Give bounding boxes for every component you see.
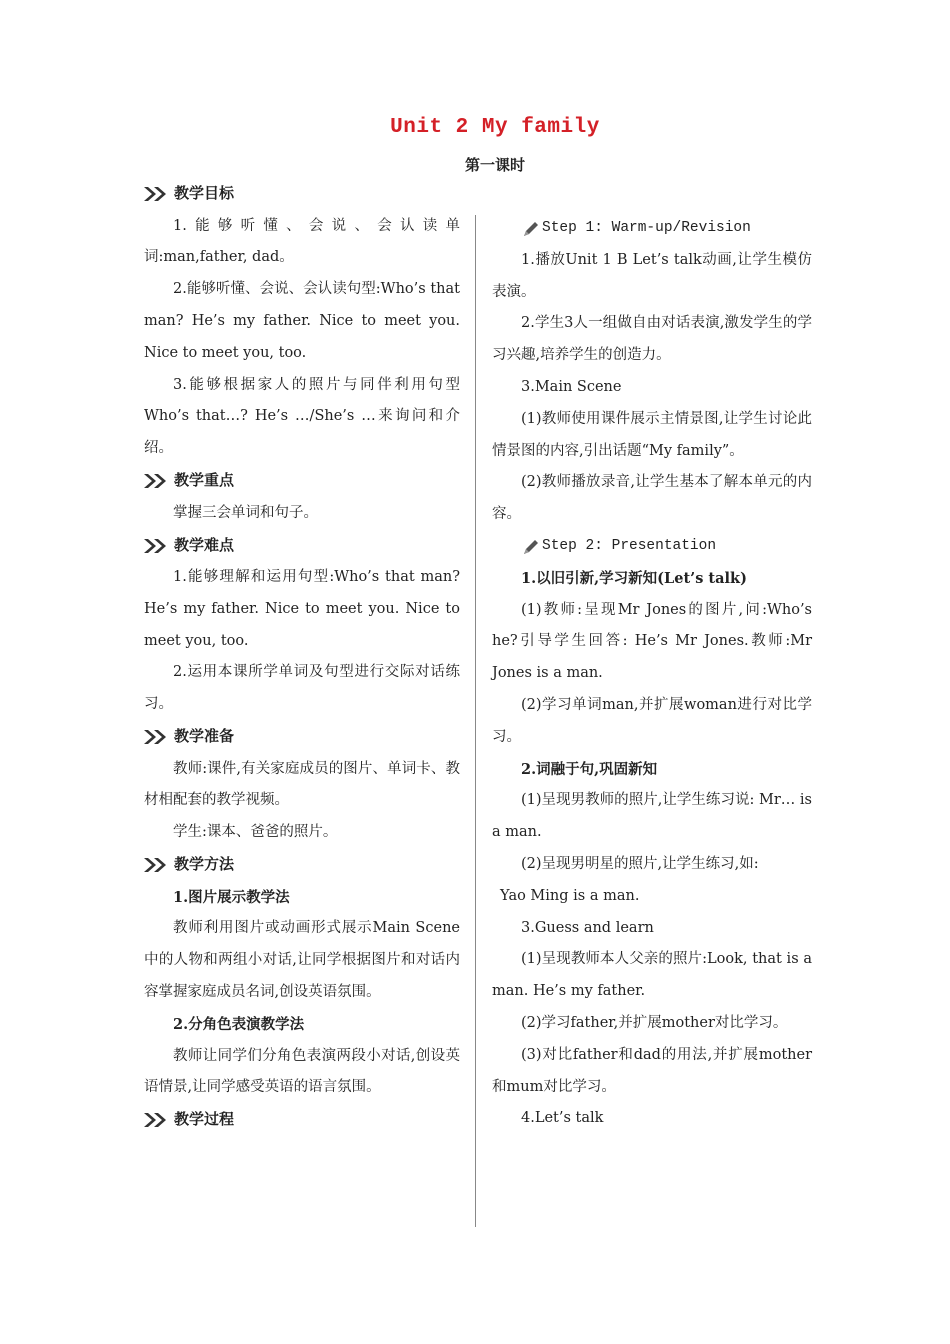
section-heading-prep: [142, 721, 460, 754]
column-divider: [475, 215, 476, 1227]
sub-heading: 1.以旧引新,学习新知(Let’s talk): [521, 569, 747, 587]
double-chevron-icon: [142, 729, 168, 745]
double-chevron-icon: [142, 538, 168, 554]
section-heading-label: 教学方法: [174, 855, 235, 874]
sub-heading: 2.词融于句,巩固新知: [521, 760, 658, 778]
step-paragraph: 2.学生3人一组做自由对话表演,激发学生的学习兴趣,培养学生的创造力。: [492, 315, 812, 364]
step-label: Step 1: Warm-up/Revision: [542, 220, 751, 236]
step-paragraph: 4.Let’s talk: [521, 1110, 604, 1127]
difficult-point: 2.运用本课所学单词及句型进行交际对话练习。: [144, 664, 460, 713]
step-paragraph: (1)教师使用课件展示主情景图,让学生讨论此情景图的内容,引出话题“My family”。: [492, 410, 812, 459]
double-chevron-icon: [142, 1112, 168, 1128]
section-heading-method: [142, 849, 460, 882]
goal-item: 3.能够根据家人的照片与同伴利用句型Who’s that…? He’s …/She’s …来询问和介绍。: [144, 376, 460, 457]
step-paragraph: (2)学习father,并扩展mother对比学习。: [521, 1014, 788, 1031]
step-paragraph: (2)教师播放录音,让学生基本了解本单元的内容。: [492, 474, 812, 523]
section-heading-label: 教学过程: [174, 1110, 235, 1129]
method-text: 教师利用图片或动画形式展示Main Scene 中的人物和两组小对话,让同学根据图片和对话内容掌握家庭成员名词,创设英语氛围。: [144, 920, 460, 1000]
step-paragraph: Yao Ming is a man.: [500, 887, 640, 904]
goal-item: 1.能够听懂、会说、会认读单词:man,father, dad。: [144, 217, 460, 266]
method-text: 教师让同学们分角色表演两段小对话,创设英语情景,让同学感受英语的语言氛围。: [144, 1047, 460, 1096]
method-title: 1.图片展示教学法: [173, 888, 290, 906]
right-column: [492, 213, 812, 1135]
step-paragraph: 1.播放Unit 1 B Let’s talk动画,让学生模仿表演。: [492, 251, 812, 300]
step-paragraph: (2)学习单词man,并扩展woman进行对比学习。: [492, 696, 812, 745]
section-heading-label: 教学目标: [174, 184, 235, 203]
section-heading-label: 教学准备: [174, 727, 235, 746]
step-heading-1: [522, 213, 812, 245]
difficult-point: 1.能够理解和运用句型:Who’s that man? He’s my father. Nice to meet you. Nice to meet you, too.: [144, 568, 460, 649]
goal-item: 2.能够听懂、会说、会认读句型:Who’s that man? He’s my father. Nice to meet you. Nice to meet you, too.: [144, 281, 460, 361]
step-paragraph: 3.Main Scene: [521, 378, 622, 395]
step-paragraph: (1)呈现教师本人父亲的照片:Look, that is a man. He’s my father.: [492, 951, 812, 1000]
pen-icon: [522, 220, 540, 238]
section-heading-difficult: [142, 529, 460, 562]
key-point: 掌握三会单词和句子。: [173, 504, 318, 521]
step-heading-2: [522, 531, 812, 563]
prep-item: 教师:课件,有关家庭成员的图片、单词卡、教材相配套的教学视频。: [144, 760, 460, 809]
step-paragraph: 3.Guess and learn: [521, 919, 654, 936]
double-chevron-icon: [142, 186, 168, 202]
section-heading-key: [142, 465, 460, 498]
pen-icon: [522, 538, 540, 556]
method-title: 2.分角色表演教学法: [173, 1015, 305, 1033]
lesson-subtitle: 第一课时: [464, 156, 525, 174]
step-paragraph: (2)呈现男明星的照片,让学生练习,如:: [521, 855, 759, 872]
double-chevron-icon: [142, 473, 168, 489]
section-heading-label: 教学重点: [174, 471, 235, 490]
step-paragraph: (1)呈现男教师的照片,让学生练习说: Mr… is a man.: [492, 792, 812, 841]
section-heading-process: [142, 1104, 460, 1137]
double-chevron-icon: [142, 857, 168, 873]
section-heading-label: 教学难点: [174, 535, 235, 554]
step-paragraph: (3)对比father和dad的用法,并扩展mother和mum对比学习。: [492, 1046, 812, 1095]
left-column: [144, 178, 460, 1137]
section-heading-goals: [142, 178, 460, 211]
step-paragraph: (1)教师:呈现Mr Jones的图片,问:Who’s he?引导学生回答: He’s Mr Jones.教师:Mr Jones is a man.: [492, 601, 812, 682]
page-title: Unit 2 My family: [390, 116, 600, 139]
step-label: Step 2: Presentation: [542, 537, 717, 554]
prep-item: 学生:课本、爸爸的照片。: [173, 824, 338, 841]
